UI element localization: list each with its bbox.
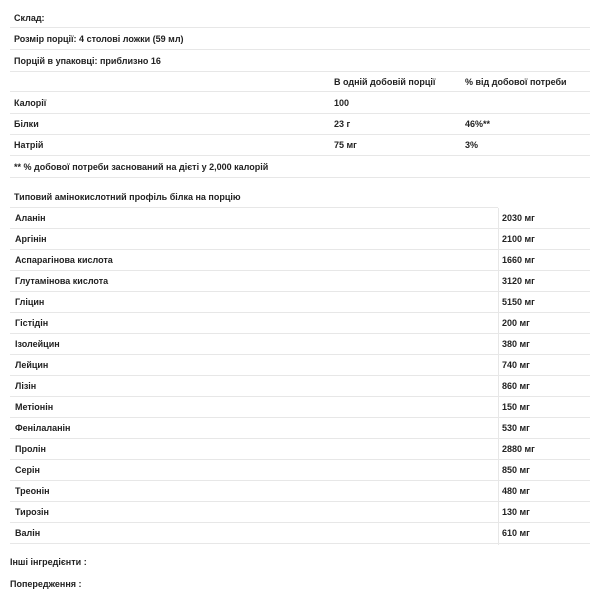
other-ingredients-label: Інші інгредієнти : [10, 557, 87, 567]
amino-title: Типовий амінокислотний профіль білка на порцію [14, 191, 241, 202]
header-per-serving: В одній добовій порції [334, 76, 436, 87]
amino-name: Аланін [15, 213, 46, 223]
nutrient-daily-value: 3% [465, 140, 479, 150]
nutrition-row-calories [10, 92, 590, 114]
amino-value: 2100 мг [502, 234, 535, 244]
amino-name: Гліцин [15, 297, 45, 307]
nutrition-footnote-row [10, 156, 590, 178]
nutrition-row-sodium [10, 135, 590, 156]
amino-row [10, 292, 590, 313]
amino-name: Ізолейцин [15, 339, 60, 349]
nutrient-amount: 100 [334, 97, 350, 108]
amino-name: Тирозін [15, 507, 49, 517]
amino-row [10, 229, 590, 250]
amino-name: Глутамінова кислота [15, 276, 109, 286]
nutrient-amount: 75 мг [334, 140, 357, 150]
amino-row [10, 313, 590, 334]
amino-value: 480 мг [502, 486, 530, 496]
amino-value: 530 мг [502, 423, 530, 433]
amino-name: Треонін [15, 486, 50, 496]
header-daily-value: % від добової потреби [465, 76, 567, 87]
amino-value: 380 мг [502, 339, 530, 349]
amino-row [10, 208, 590, 229]
amino-value: 610 мг [502, 528, 530, 538]
amino-row [10, 460, 590, 481]
servings-per-container: Порцій в упаковці: приблизно 16 [14, 55, 161, 66]
amino-value: 150 мг [502, 402, 530, 412]
amino-value: 200 мг [502, 318, 530, 328]
serving-size: Розмір порції: 4 столові ложки (59 мл) [14, 33, 184, 44]
amino-name: Пролін [15, 444, 46, 454]
amino-value: 3120 мг [502, 276, 535, 286]
amino-name: Валін [15, 528, 41, 538]
amino-value: 2030 мг [502, 213, 535, 223]
composition-label: Склад: [14, 12, 45, 23]
amino-value: 130 мг [502, 507, 530, 517]
amino-value: 1660 мг [502, 255, 535, 265]
amino-value: 2880 мг [502, 444, 535, 454]
amino-row [10, 481, 590, 502]
serving-size-row [10, 28, 590, 50]
amino-name: Лізін [15, 381, 37, 391]
amino-row [10, 418, 590, 439]
amino-value: 860 мг [502, 381, 530, 391]
amino-value: 850 мг [502, 465, 530, 475]
amino-name: Лейцин [15, 360, 49, 370]
nutrient-name: Білки [14, 119, 39, 129]
composition-row [10, 8, 590, 28]
amino-value: 740 мг [502, 360, 530, 370]
amino-name: Аспарагінова кислота [15, 255, 113, 265]
nutrient-name: Калорії [14, 97, 47, 108]
nutrient-daily-value: 46%** [465, 119, 491, 129]
amino-row [10, 439, 590, 460]
amino-row [10, 502, 590, 523]
amino-name: Метіонін [15, 402, 54, 412]
servings-per-container-row [10, 50, 590, 72]
amino-row [10, 250, 590, 271]
nutrition-row-protein [10, 114, 590, 135]
nutrition-footnote: ** % добової потреби заснований на дієті у 2,000 калорій [14, 161, 269, 172]
warnings-label: Попередження : [10, 579, 82, 589]
amino-row [10, 523, 590, 544]
amino-row [10, 397, 590, 418]
amino-value: 5150 мг [502, 297, 535, 307]
amino-name: Гістідін [15, 318, 49, 328]
amino-name: Серін [15, 465, 40, 475]
nutrition-header-row [10, 72, 590, 92]
amino-row [10, 271, 590, 292]
amino-title-row [10, 186, 498, 208]
amino-row [10, 334, 590, 355]
nutrient-amount: 23 г [334, 119, 351, 129]
amino-row [10, 355, 590, 376]
amino-name: Аргінін [15, 234, 47, 244]
amino-name: Фенілаланін [15, 423, 71, 433]
nutrient-name: Натрій [14, 140, 44, 150]
amino-row [10, 376, 590, 397]
